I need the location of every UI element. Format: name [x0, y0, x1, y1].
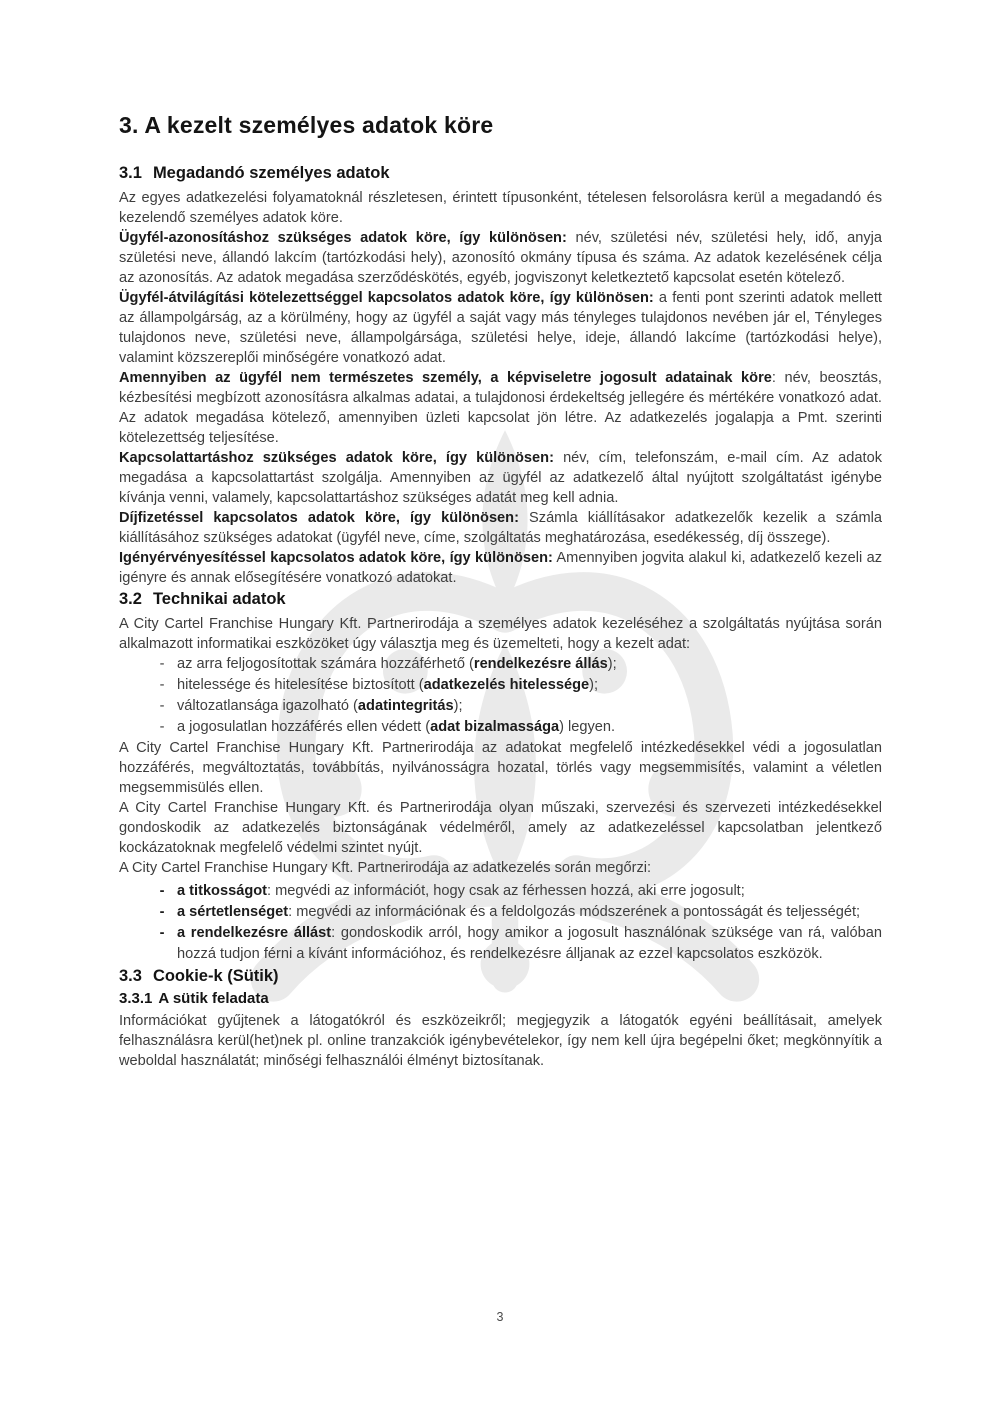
- subsection-number: 3.3.1: [119, 990, 153, 1007]
- bullet-term: rendelkezésre állás: [473, 656, 608, 672]
- bullet-term: a rendelkezésre állást: [177, 925, 332, 941]
- bullet-term: adatkezelés hitelessége: [423, 677, 590, 693]
- bullet-text: [177, 675, 882, 696]
- page-title: 3. A kezelt személyes adatok köre: [119, 112, 494, 138]
- section-number: 3.3: [119, 967, 142, 985]
- section-number: 3.2: [119, 590, 142, 608]
- bullet-text: [177, 717, 882, 738]
- term-paragraph: [119, 508, 882, 548]
- bullet-item: [147, 881, 882, 902]
- section-3-2-heading: [119, 588, 882, 610]
- section-3-2: [119, 588, 882, 965]
- term-body: név, születési név, születési hely, idő, anyja születési neve, állandó lakcím (tartózkodási hely), azonosító okmány típusa és száma. Az adatok kezelésének célja az azonosítás. Az adatok megadása szerződéskötés, egyéb, jogviszonyt keletkeztető kapcsolat esetén kötelező.: [119, 230, 882, 286]
- bullet-marker: -: [159, 719, 165, 735]
- intro-paragraph: Az egyes adatkezelési folyamatoknál részletesen, érintett típusonként, tételesen felsorolásra kerül a megadandó és kezelendő személyes adatok köre.: [119, 190, 882, 226]
- bullet-text: [177, 923, 882, 965]
- term-body: Számla kiállításakor adatkezelők kezelik a számla kiállításához szükséges adatokat (ügyfél neve, címe, szolgáltatás meghatározása, esedékesség, díj összege).: [119, 510, 882, 546]
- document-content: [119, 112, 882, 1071]
- bullet-pre: a jogosulatlan hozzáférés ellen védett (: [177, 719, 431, 735]
- bullet-list-preserve: [119, 881, 882, 965]
- bullet-pre: az arra feljogosítottak számára hozzáférhető (: [177, 656, 474, 672]
- bullet-text: [177, 654, 882, 675]
- bullet-item: [147, 696, 882, 717]
- bullet-term: adatintegritás: [357, 698, 454, 714]
- term-body: Amennyiben jogvita alakul ki, adatkezelő kezeli az igényre és annak elősegítésére vonatkozó adatokat.: [119, 550, 882, 586]
- cookies-paragraph: Információkat gyűjtenek a látogatókról és eszközeikről; megjegyzik a látogatók egyéni beállításait, amelyek felhasználásra kerül(het)nek pl. online tranzakciók igénybevételekor, így nem kell újra begépelni őket; megkönnyítik a weboldal használatát; minőségi felhasználói élményt biztosítanak.: [119, 1013, 882, 1069]
- section-3-3: [119, 965, 882, 1071]
- bullet-marker: -: [159, 925, 165, 941]
- bullet-item: [147, 717, 882, 738]
- section-3-1: [119, 162, 882, 588]
- section-number: 3.1: [119, 164, 142, 182]
- term-lead: Igényérvényesítéssel kapcsolatos adatok köre, így különösen:: [119, 550, 553, 566]
- bullet-text: [177, 696, 882, 717]
- bullet-marker: -: [159, 883, 165, 899]
- section-3-3-heading: [119, 965, 882, 987]
- bullet-post: ) legyen.: [559, 719, 616, 735]
- paragraph-measures: A City Cartel Franchise Hungary Kft. és Partnerirodája olyan műszaki, szervezési és szervezeti intézkedésekkel gondoskodik az adatkezelés biztonságának védelméről, amely az adatkezeléssel kapcsolatban jelentkező kockázatoknak megfelelő védelmi szintet nyújt.: [119, 800, 882, 856]
- bullet-marker: -: [159, 698, 165, 714]
- bullet-marker: -: [159, 656, 165, 672]
- page-number: 3: [496, 1310, 504, 1324]
- bullet-item: [147, 675, 882, 696]
- bullet-body: : gondoskodik arról, hogy amikor a jogosult használónak szüksége van rá, valóban hozzá tudjon férni a kívánt információhoz, és rendelkezésre álljanak az ezzel kapcsolatos eszközök.: [177, 925, 882, 962]
- bullet-term: adat bizalmassága: [430, 719, 560, 735]
- term-paragraph: [119, 368, 882, 448]
- term-lead: Kapcsolattartáshoz szükséges adatok köre, így különösen:: [119, 450, 554, 466]
- term-body: név, cím, telefonszám, e-mail cím. Az adatok megadása a kapcsolattartást szolgálja. Amennyiben az ügyfél az adatkezelő által nyújtott szolgáltatást igénybe kívánja venni, valamely, kapcsolattartáshoz szükséges adatát meg kell adnia.: [119, 450, 882, 506]
- term-paragraph: [119, 288, 882, 368]
- bullet-post: );: [453, 698, 463, 714]
- term-paragraph: [119, 228, 882, 288]
- bullet-body: : megvédi az információt, hogy csak az férhessen hozzá, aki erre jogosult;: [267, 883, 745, 899]
- paragraph-protection: A City Cartel Franchise Hungary Kft. Partnerirodája az adatokat megfelelő intézkedésekkel védi a jogosulatlan hozzáférés, megváltoztatás, továbbítás, nyilvánosságra hozatal, törlés vagy megsemmisítés, valamint a véletlen megsemmisülés ellen.: [119, 740, 882, 796]
- term-lead: Díjfizetéssel kapcsolatos adatok köre, így különösen:: [119, 510, 519, 526]
- section-3-3-1-heading: [119, 989, 882, 1008]
- section-label: Cookie-k (Sütik): [152, 967, 279, 985]
- page-footer: [0, 1308, 1000, 1326]
- term-lead: Ügyfél-átvilágítási kötelezettséggel kapcsolatos adatok köre, így különösen:: [119, 290, 654, 306]
- term-lead: Ügyfél-azonosításhoz szükséges adatok köre, így különösen:: [119, 230, 567, 246]
- bullet-pre: változatlansága igazolható (: [177, 698, 358, 714]
- bullet-term: a sértetlenséget: [177, 904, 289, 920]
- term-body: a fenti pont szerinti adatok mellett az állampolgárság, az a körülmény, hogy az ügyfél a saját vagy más tényleges tulajdonos nevében jár el, Tényleges tulajdonos neve, születési neve, állampolgársága, születési helye, ideje, állandó lakcíme (tartózkodási helye), valamint közszereplői minőségére vonatkozó adat.: [119, 290, 882, 366]
- bullet-item: [147, 902, 882, 923]
- bullet-term: a titkosságot: [177, 883, 268, 899]
- bullet-marker: -: [159, 904, 165, 920]
- term-paragraph: [119, 548, 882, 588]
- bullet-text: [177, 881, 882, 902]
- bullet-body: : megvédi az információnak és a feldolgozás módszerének a pontosságát és teljességét;: [288, 904, 861, 920]
- bullet-pre: hitelessége és hitelesítése biztosított (: [177, 677, 424, 693]
- bullet-post: );: [589, 677, 599, 693]
- term-body: : név, beosztás, kézbesítési megbízott azonosításra alkalmas adatai, a tulajdonosi érdekeltség jellegére és mértékére vonatkozó adat. Az adatok megadása kötelező, amennyiben üzleti kapcsolat jön létre. Az adatkezelés jogalapja a Pmt. szerinti kötelezettség teljesítése.: [119, 370, 882, 446]
- section-3-1-heading: [119, 162, 882, 184]
- term-lead: Amennyiben az ügyfél nem természetes személy, a képviseletre jogosult adatainak köre: [119, 370, 772, 386]
- bullet-list: [119, 654, 882, 738]
- bullet-marker: -: [159, 677, 165, 693]
- intro-paragraph: A City Cartel Franchise Hungary Kft. Partnerirodája a személyes adatok kezeléséhez a szolgáltatás nyújtása során alkalmazott informatikai eszközöket úgy választja meg és üzemelteti, hogy a kezelt adat:: [119, 616, 882, 652]
- bullet-item: [147, 923, 882, 965]
- term-paragraph: [119, 448, 882, 508]
- bullet-text: [177, 902, 882, 923]
- bullet-post: );: [607, 656, 617, 672]
- section-label: Megadandó személyes adatok: [152, 164, 390, 182]
- bullet-item: [147, 654, 882, 675]
- section-label: Technikai adatok: [152, 590, 286, 608]
- paragraph-preserve-intro: A City Cartel Franchise Hungary Kft. Partnerirodája az adatkezelés során megőrzi:: [119, 860, 652, 876]
- subsection-label: A sütik feladata: [158, 990, 269, 1007]
